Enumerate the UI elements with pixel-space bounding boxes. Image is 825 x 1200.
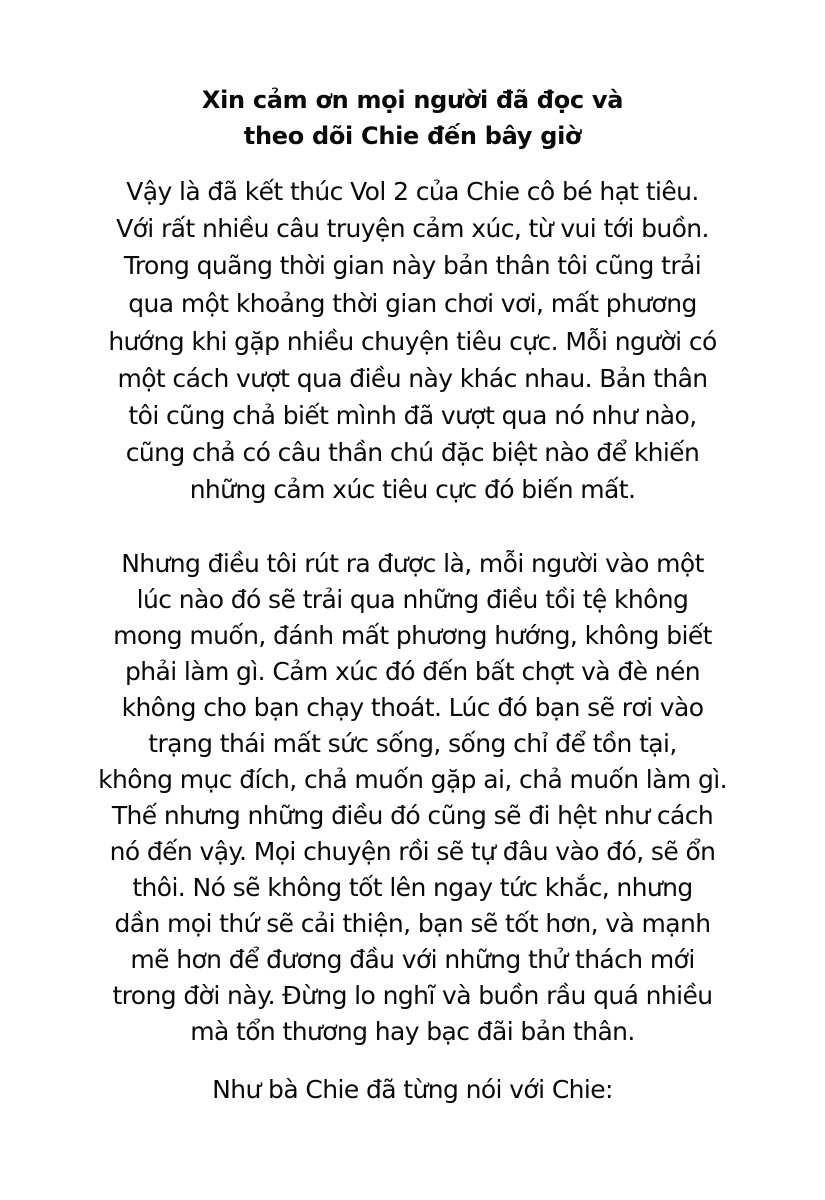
text-line: mẽ hơn để đương đầu với những thử thách mới — [130, 945, 695, 974]
text-line: mà tổn thương hay bạc đãi bản thân. — [190, 1017, 635, 1046]
text-line: tôi cũng chả biết mình đã vượt qua nó như nào, — [128, 401, 697, 430]
text-line: qua một khoảng thời gian chơi vơi, mất phương — [128, 289, 697, 318]
text-line: Nhưng điều tôi rút ra được là, mỗi người vào một — [121, 549, 704, 578]
text-line: lúc nào đó sẽ trải qua những điều tồi tệ không — [136, 585, 689, 614]
title-line: Xin cảm ơn mọi người đã đọc và — [201, 86, 624, 114]
text-line: hướng khi gặp nhiều chuyện tiêu cực. Mỗi người có — [108, 327, 717, 356]
text-line: dần mọi thứ sẽ cải thiện, bạn sẽ tốt hơn, và mạnh — [114, 909, 711, 938]
title-line: theo dõi Chie đến bây giờ — [243, 122, 582, 150]
text-line: trạng thái mất sức sống, sống chỉ để tồn tại, — [148, 729, 677, 758]
text-line: thôi. Nó sẽ không tốt lên ngay tức khắc, nhưng — [132, 873, 693, 902]
text-line: trong đời này. Đừng lo nghĩ và buồn rầu quá nhiều — [112, 981, 713, 1010]
text-line: Như bà Chie đã từng nói với Chie: — [212, 1075, 613, 1104]
text-line: những cảm xúc tiêu cực đó biến mất. — [189, 475, 636, 504]
text-line: cũng chả có câu thần chú đặc biệt nào để khiến — [125, 438, 700, 467]
text-line: Thế nhưng những điều đó cũng sẽ đi hệt như cách — [111, 801, 714, 830]
text-line: không mục đích, chả muốn gặp ai, chả muốn làm gì. — [98, 765, 727, 794]
text-line: không cho bạn chạy thoát. Lúc đó bạn sẽ rơi vào — [121, 693, 704, 722]
text-line: nó đến vậy. Mọi chuyện rồi sẽ tự đâu vào đó, sẽ ổn — [109, 837, 716, 866]
text-line: phải làm gì. Cảm xúc đó đến bất chợt và đè nén — [124, 657, 701, 686]
text-line: Vậy là đã kết thúc Vol 2 của Chie cô bé hạt tiêu. — [126, 177, 699, 206]
text-line: Trong quãng thời gian này bản thân tôi cũng trải — [123, 251, 702, 280]
text-line: Với rất nhiều câu truyện cảm xúc, từ vui tới buồn. — [116, 214, 709, 243]
text-line: một cách vượt qua điều này khác nhau. Bản thân — [117, 364, 708, 393]
text-line: mong muốn, đánh mất phương hướng, không biết — [113, 621, 712, 650]
